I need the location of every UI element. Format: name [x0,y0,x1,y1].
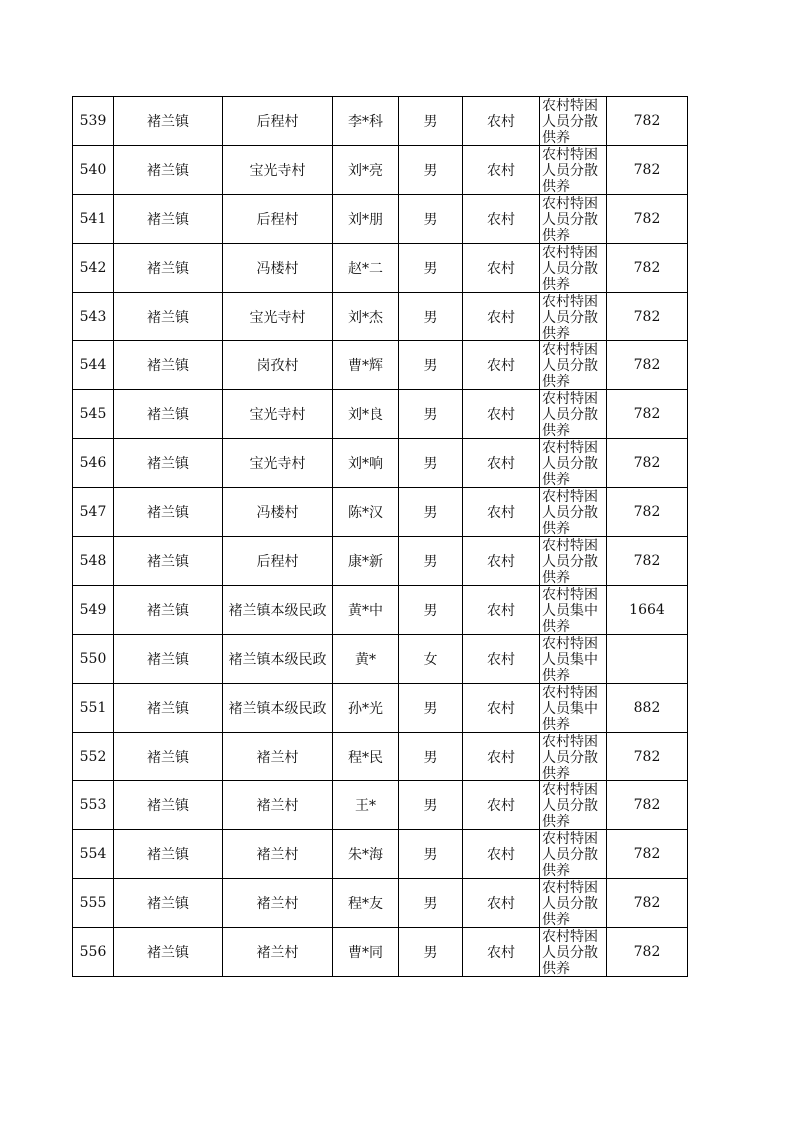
amount-cell: 782 [607,194,688,243]
table-row [73,145,688,194]
row-number-cell: 540 [73,145,114,194]
gender-cell: 男 [399,781,463,830]
area-type-cell: 农村 [463,830,540,879]
assistance-table [72,96,688,977]
person-name-cell: 刘*良 [333,390,399,439]
gender-cell: 男 [399,830,463,879]
row-number-cell: 541 [73,194,114,243]
village-cell: 宝光寺村 [223,292,333,341]
amount-cell: 782 [607,830,688,879]
table-row [73,585,688,634]
village-cell: 褚兰村 [223,928,333,977]
gender-cell: 男 [399,683,463,732]
village-cell: 后程村 [223,194,333,243]
town-cell: 褚兰镇 [114,928,223,977]
town-cell: 褚兰镇 [114,292,223,341]
row-number-cell: 550 [73,634,114,683]
amount-cell: 1664 [607,585,688,634]
gender-cell: 男 [399,537,463,586]
area-type-cell: 农村 [463,585,540,634]
town-cell: 褚兰镇 [114,488,223,537]
support-type-cell [540,194,607,243]
person-name-cell: 黄*中 [333,585,399,634]
support-type-text: 农村特困人员分散供养 [542,195,598,243]
gender-cell: 男 [399,292,463,341]
town-cell: 褚兰镇 [114,390,223,439]
town-cell: 褚兰镇 [114,341,223,390]
village-cell: 褚兰镇本级民政 [223,585,333,634]
town-cell: 褚兰镇 [114,243,223,292]
town-cell: 褚兰镇 [114,781,223,830]
amount-cell: 782 [607,488,688,537]
support-type-text: 农村特困人员分散供养 [542,733,598,781]
support-type-cell [540,732,607,781]
support-type-text: 农村特困人员分散供养 [542,98,598,145]
support-type-cell [540,781,607,830]
gender-cell: 男 [399,928,463,977]
row-number-cell: 542 [73,243,114,292]
amount-cell: 782 [607,145,688,194]
village-cell: 褚兰镇本级民政 [223,634,333,683]
table-row [73,732,688,781]
row-number-cell: 545 [73,390,114,439]
town-cell: 褚兰镇 [114,97,223,146]
amount-cell: 782 [607,341,688,390]
row-number-cell: 556 [73,928,114,977]
support-type-cell [540,292,607,341]
area-type-cell: 农村 [463,390,540,439]
table-row [73,194,688,243]
area-type-cell: 农村 [463,537,540,586]
support-type-cell [540,390,607,439]
gender-cell: 男 [399,194,463,243]
table-row [73,879,688,928]
person-name-cell: 孙*光 [333,683,399,732]
village-cell: 宝光寺村 [223,145,333,194]
town-cell: 褚兰镇 [114,537,223,586]
support-type-cell [540,341,607,390]
table-row [73,634,688,683]
row-number-cell: 546 [73,439,114,488]
area-type-cell: 农村 [463,781,540,830]
person-name-cell: 王* [333,781,399,830]
town-cell: 褚兰镇 [114,879,223,928]
person-name-cell: 程*友 [333,879,399,928]
support-type-cell [540,634,607,683]
area-type-cell: 农村 [463,634,540,683]
village-cell: 后程村 [223,97,333,146]
village-cell: 褚兰镇本级民政 [223,683,333,732]
area-type-cell: 农村 [463,928,540,977]
village-cell: 宝光寺村 [223,390,333,439]
amount-cell: 782 [607,537,688,586]
row-number-cell: 544 [73,341,114,390]
support-type-text: 农村特困人员分散供养 [542,489,598,537]
amount-cell: 782 [607,97,688,146]
area-type-cell: 农村 [463,292,540,341]
gender-cell: 男 [399,145,463,194]
town-cell: 褚兰镇 [114,145,223,194]
gender-cell: 男 [399,879,463,928]
table-row [73,341,688,390]
village-cell: 褚兰村 [223,781,333,830]
amount-cell: 782 [607,390,688,439]
support-type-text: 农村特困人员集中供养 [542,586,598,634]
area-type-cell: 农村 [463,243,540,292]
village-cell: 褚兰村 [223,879,333,928]
support-type-cell [540,830,607,879]
gender-cell: 男 [399,390,463,439]
person-name-cell: 刘*杰 [333,292,399,341]
amount-cell: 782 [607,243,688,292]
gender-cell: 男 [399,341,463,390]
table-row [73,488,688,537]
amount-cell: 782 [607,439,688,488]
person-name-cell: 朱*海 [333,830,399,879]
support-type-cell [540,585,607,634]
row-number-cell: 551 [73,683,114,732]
gender-cell: 男 [399,732,463,781]
table-row [73,439,688,488]
village-cell: 宝光寺村 [223,439,333,488]
person-name-cell: 陈*汉 [333,488,399,537]
area-type-cell: 农村 [463,879,540,928]
person-name-cell: 刘*朋 [333,194,399,243]
gender-cell: 男 [399,439,463,488]
amount-cell [607,634,688,683]
gender-cell: 女 [399,634,463,683]
person-name-cell: 程*民 [333,732,399,781]
table-row [73,292,688,341]
town-cell: 褚兰镇 [114,634,223,683]
table-row [73,683,688,732]
table-row [73,243,688,292]
amount-cell: 782 [607,292,688,341]
town-cell: 褚兰镇 [114,732,223,781]
gender-cell: 男 [399,243,463,292]
amount-cell: 782 [607,781,688,830]
support-type-cell [540,488,607,537]
village-cell: 冯楼村 [223,488,333,537]
village-cell: 后程村 [223,537,333,586]
support-type-text: 农村特困人员分散供养 [542,391,598,439]
area-type-cell: 农村 [463,97,540,146]
table-row [73,928,688,977]
gender-cell: 男 [399,97,463,146]
village-cell: 褚兰村 [223,830,333,879]
person-name-cell: 曹*同 [333,928,399,977]
support-type-text: 农村特困人员分散供养 [542,244,598,292]
person-name-cell: 曹*辉 [333,341,399,390]
table-row [73,97,688,146]
support-type-cell [540,439,607,488]
support-type-cell [540,145,607,194]
area-type-cell: 农村 [463,341,540,390]
row-number-cell: 547 [73,488,114,537]
person-name-cell: 康*新 [333,537,399,586]
person-name-cell: 刘*亮 [333,145,399,194]
town-cell: 褚兰镇 [114,585,223,634]
amount-cell: 782 [607,732,688,781]
table-row [73,781,688,830]
support-type-cell [540,243,607,292]
row-number-cell: 552 [73,732,114,781]
support-type-text: 农村特困人员分散供养 [542,929,598,977]
support-type-text: 农村特困人员分散供养 [542,880,598,928]
row-number-cell: 555 [73,879,114,928]
area-type-cell: 农村 [463,145,540,194]
support-type-text: 农村特困人员集中供养 [542,684,598,732]
support-type-text: 农村特困人员分散供养 [542,293,598,341]
amount-cell: 782 [607,928,688,977]
person-name-cell: 刘*响 [333,439,399,488]
support-type-text: 农村特困人员分散供养 [542,146,598,194]
table-body [73,97,688,977]
village-cell: 冯楼村 [223,243,333,292]
support-type-cell [540,97,607,146]
town-cell: 褚兰镇 [114,830,223,879]
support-type-text: 农村特困人员分散供养 [542,538,598,585]
person-name-cell: 李*科 [333,97,399,146]
area-type-cell: 农村 [463,194,540,243]
support-type-text: 农村特困人员分散供养 [542,831,598,879]
town-cell: 褚兰镇 [114,683,223,732]
area-type-cell: 农村 [463,732,540,781]
amount-cell: 782 [607,879,688,928]
village-cell: 岗孜村 [223,341,333,390]
area-type-cell: 农村 [463,683,540,732]
town-cell: 褚兰镇 [114,439,223,488]
amount-cell: 882 [607,683,688,732]
gender-cell: 男 [399,585,463,634]
support-type-cell [540,928,607,977]
person-name-cell: 赵*二 [333,243,399,292]
support-type-cell [540,537,607,586]
person-name-cell: 黄* [333,634,399,683]
row-number-cell: 539 [73,97,114,146]
area-type-cell: 农村 [463,439,540,488]
gender-cell: 男 [399,488,463,537]
row-number-cell: 554 [73,830,114,879]
support-type-cell [540,879,607,928]
row-number-cell: 543 [73,292,114,341]
support-type-cell [540,683,607,732]
village-cell: 褚兰村 [223,732,333,781]
support-type-text: 农村特困人员集中供养 [542,635,598,683]
row-number-cell: 549 [73,585,114,634]
support-type-text: 农村特困人员分散供养 [542,782,598,830]
support-type-text: 农村特困人员分散供养 [542,342,598,390]
area-type-cell: 农村 [463,488,540,537]
table-row [73,830,688,879]
table-row [73,390,688,439]
row-number-cell: 548 [73,537,114,586]
row-number-cell: 553 [73,781,114,830]
table-row [73,537,688,586]
support-type-text: 农村特困人员分散供养 [542,440,598,488]
town-cell: 褚兰镇 [114,194,223,243]
